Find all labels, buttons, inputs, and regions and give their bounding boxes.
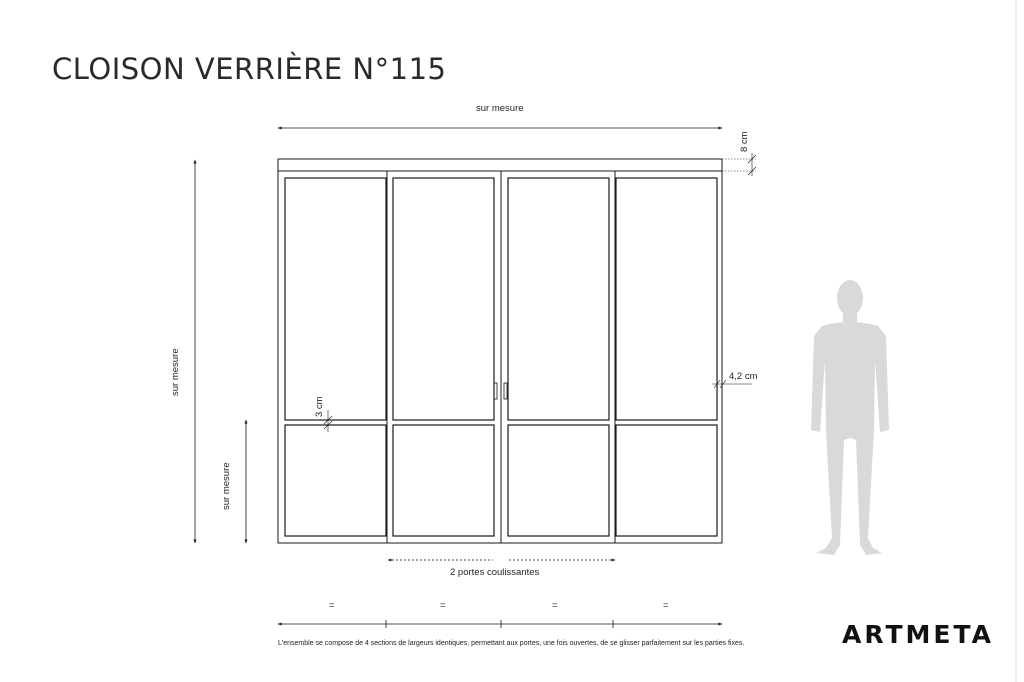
rail-height-label: 8 cm (739, 131, 750, 152)
section-1-upper-pane (285, 178, 386, 420)
bar-height-label: 3 cm (314, 396, 325, 417)
section-4-lower-pane (616, 425, 717, 536)
height-label: sur mesure (170, 348, 181, 396)
human-silhouette-icon (811, 280, 889, 555)
width-label: sur mesure (476, 103, 524, 114)
section-2-upper-pane (393, 178, 494, 420)
section-1-equal: = (329, 600, 335, 611)
door-2-frame (501, 171, 615, 543)
section-1-lower-pane (285, 425, 386, 536)
brand-logo: ARTMETA (842, 620, 994, 649)
section-4-upper-pane (616, 178, 717, 420)
section-3-equal: = (552, 600, 558, 611)
frame-depth-label: 4,2 cm (729, 371, 758, 382)
footnote: L'ensemble se compose de 4 sections de largeurs identiques, permettant aux portes, une fois ouvertes, de se glisser parfaitement sur les parties fixes. (278, 640, 745, 647)
section-2-equal: = (440, 600, 446, 611)
door-handle-right (504, 383, 507, 399)
sliding-doors-label: 2 portes coulissantes (450, 567, 540, 578)
section-2-lower-pane (393, 425, 494, 536)
lower-height-label: sur mesure (221, 462, 232, 510)
section-3-upper-pane (508, 178, 609, 420)
top-rail (278, 159, 722, 171)
outer-frame (278, 171, 722, 543)
section-3-lower-pane (508, 425, 609, 536)
page-title: CLOISON VERRIÈRE N°115 (52, 52, 447, 86)
door-1-frame (387, 171, 501, 543)
section-4-equal: = (663, 600, 669, 611)
